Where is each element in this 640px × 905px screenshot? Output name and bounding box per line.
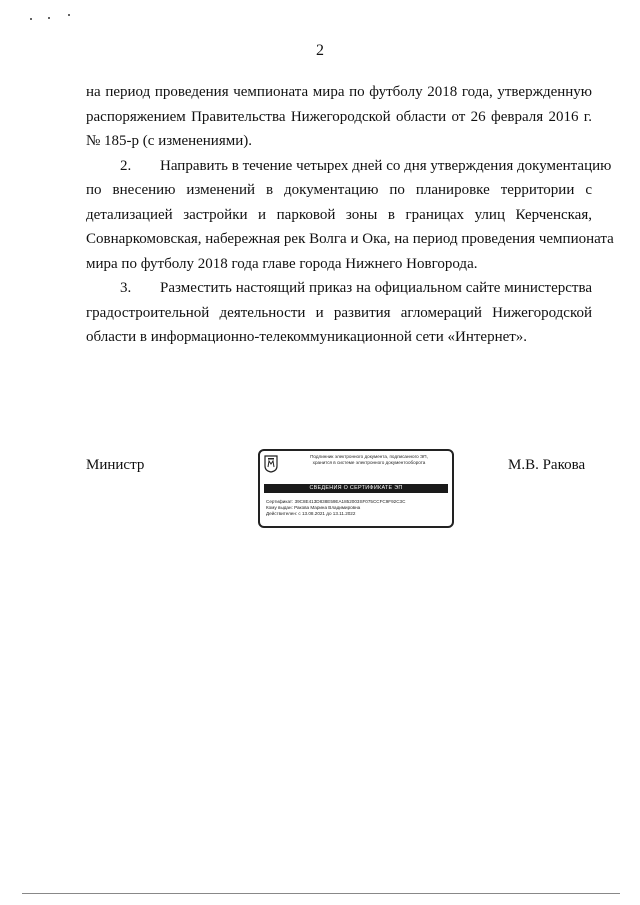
text-line: Разместить настоящий приказ на официальном сайте министерства [160, 280, 592, 296]
certificate-owner: Кому выдан: Ракова Марина Владимировна [266, 505, 361, 510]
scan-speck [68, 14, 70, 16]
text-line: области в информационно-телекоммуникационной сети «Интернет». [86, 329, 528, 345]
text-line-first [86, 154, 612, 179]
text-line: Направить в течение четырех дней со дня утверждения документацию [160, 157, 612, 174]
electronic-signature-stamp [258, 449, 454, 528]
scan-speck [30, 18, 32, 20]
text-line: градостроительной деятельности и развития агломераций Нижегородской [86, 304, 592, 321]
scan-speck [48, 17, 50, 19]
text-line: Совнаркомовская, набережная рек Волга и Ока, на период проведения чемпионата [86, 231, 614, 247]
certificate-validity: Действителен: с 13.08.2021 до 13.11.2022 [266, 511, 356, 516]
text-line: № 185-р (с изменениями). [86, 133, 253, 149]
stamp-note-line: Подлинник электронного документа, подписанного ЭП, [310, 454, 428, 459]
text-line: на период проведения чемпионата мира по футболу 2018 года, утвержденную [86, 84, 592, 100]
paragraph-2 [86, 154, 614, 277]
document-body [86, 80, 614, 350]
paragraph-number: 3. [120, 280, 132, 296]
signatory-name: М.В. Ракова [508, 457, 586, 473]
text-line: детализацией застройки и парковой зоны в границах улиц Керченская, [86, 206, 592, 223]
paragraph-3 [86, 276, 592, 350]
text-line: по внесению изменений в документацию по планировке территории с [86, 182, 592, 198]
page-number: 2 [316, 42, 324, 59]
stamp-note-line: хранится в системе электронного документооборота [312, 459, 426, 465]
text-line: мира по футболу 2018 года главе города Нижнего Новгорода. [86, 255, 478, 272]
coat-of-arms-icon [264, 455, 278, 473]
stamp-header: СВЕДЕНИЯ О СЕРТИФИКАТЕ ЭП [264, 484, 448, 493]
text-line-first [86, 276, 592, 301]
paragraph-1 [86, 80, 592, 154]
scan-edge-line [22, 893, 620, 894]
stamp-details [266, 499, 450, 517]
paragraph-number: 2. [120, 157, 132, 174]
certificate-number: Сертификат: 39C8E413D838E59EA1852003SF075CCFC9F92C3C [266, 499, 406, 504]
text-line: распоряжением Правительства Нижегородской области от 26 февраля 2016 г. [86, 108, 592, 125]
stamp-note [286, 454, 452, 465]
signatory-title: Министр [86, 457, 145, 473]
